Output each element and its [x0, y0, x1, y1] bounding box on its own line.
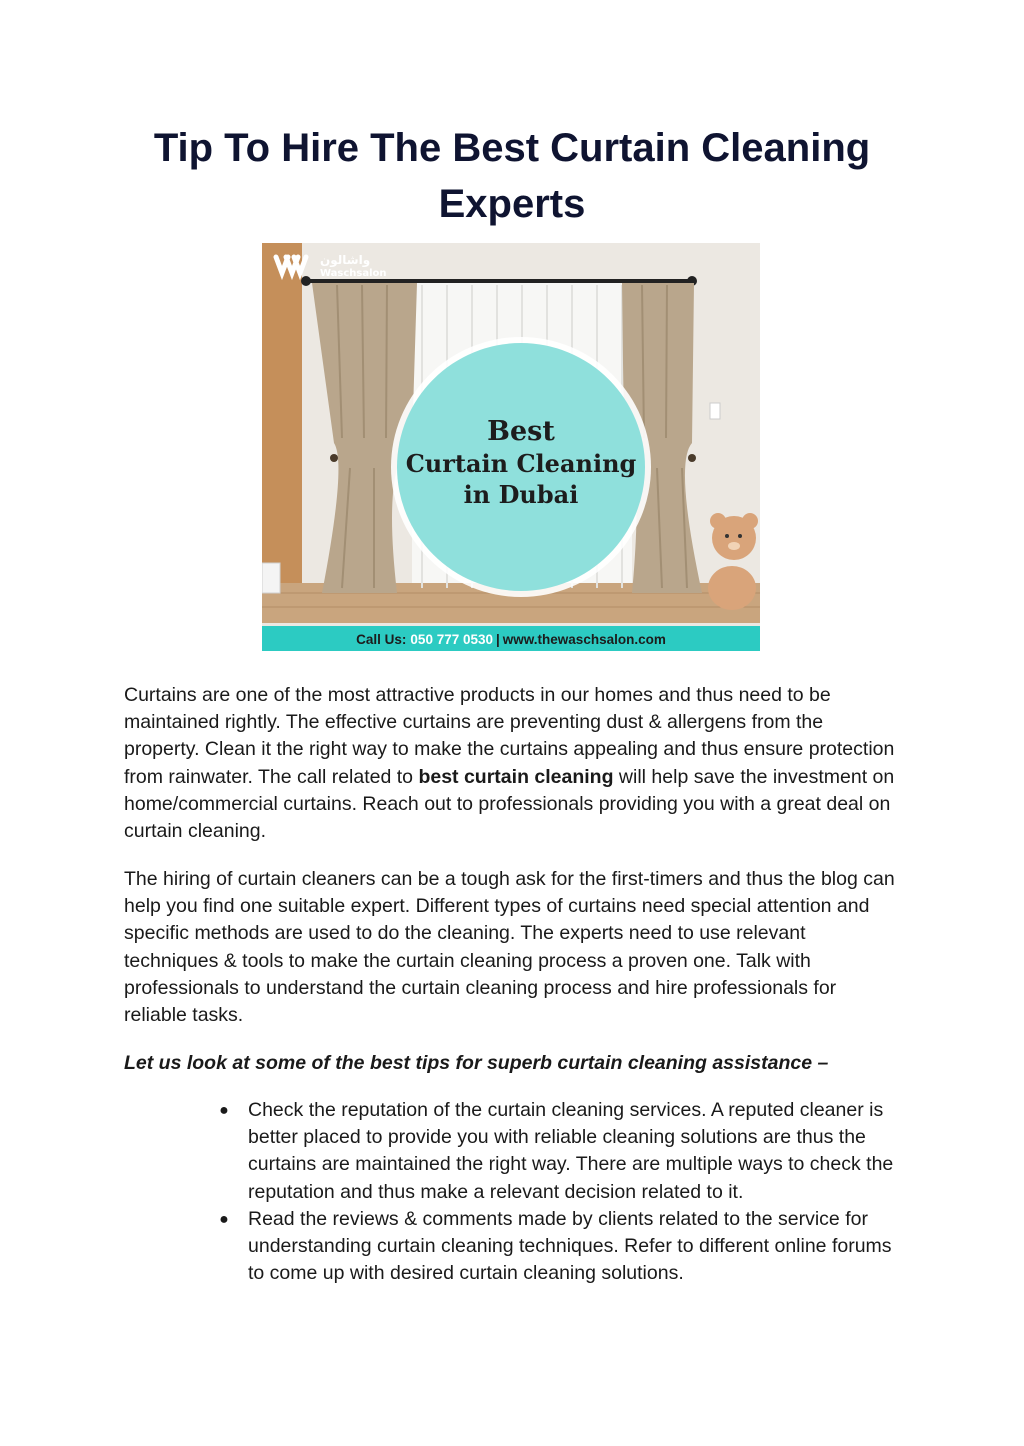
door-frame	[262, 243, 302, 603]
contact-separator: |	[496, 632, 500, 647]
list-item	[212, 1097, 904, 1206]
brand-name: Waschsalon	[320, 268, 387, 279]
hero-image	[262, 243, 760, 651]
intro-text-before: Curtains are one of the most attractive products in our homes and thus need to be maintained rightly. The effective curtains are preventing dust & allergens from the property. Clean it the right way to make the curtains appealing and thus ensure protection from rainwater. The call related to	[124, 684, 895, 788]
tips-list	[212, 1097, 904, 1287]
brand-arabic: واشالون	[320, 253, 371, 267]
website-text: www.thewaschsalon.com	[502, 632, 666, 647]
bullet-icon: ●	[219, 1102, 229, 1119]
intro-text-after: will help save the investment on home/commercial curtains. Reach out to professionals providing you with a great deal on curtain cleaning.	[124, 765, 895, 843]
tips-lead-in: Let us look at some of the best tips for superb curtain cleaning assistance –	[124, 1052, 829, 1074]
curtain-rod	[302, 279, 694, 283]
tip-text: Check the reputation of the curtain cleaning services. A reputed cleaner is better placed to provide you with reliable cleaning solutions are thus the curtains are maintained the right way. There are multiple ways to check the reputation and thus make a relevant decision related to it.	[248, 1099, 894, 1203]
contact-line	[356, 632, 666, 647]
hiring-paragraph: The hiring of curtain cleaners can be a tough ask for the first-timers and thus the blog can help you find one suitable expert. Different types of curtains need special attention and specific methods are used to do the cleaning. The experts need to use relevant techniques & tools to make the curtain cleaning process a proven one. Talk with professionals to understand the curtain cleaning process and hire professionals for reliable tasks.	[124, 868, 895, 1027]
intro-paragraph	[124, 682, 904, 845]
hero-heading-line1: Best	[487, 416, 555, 447]
intro-bold-keyword: best curtain cleaning	[418, 765, 614, 788]
bullet-icon: ●	[219, 1210, 229, 1228]
phone-number: 050 777 0530	[410, 632, 494, 647]
brand-logo	[276, 253, 387, 279]
call-label: Call Us:	[356, 632, 407, 647]
page-title: Tip To Hire The Best Curtain Cleaning Experts	[153, 126, 871, 226]
hero-heading-line3: in Dubai	[463, 480, 579, 509]
hero-heading-line2: Curtain Cleaning	[405, 449, 637, 478]
list-item	[212, 1206, 904, 1288]
tip-text: Read the reviews & comments made by clients related to the service for understanding curtain cleaning techniques. Refer to different online forums to come up with desired curtain cleaning solutions.	[248, 1207, 892, 1285]
